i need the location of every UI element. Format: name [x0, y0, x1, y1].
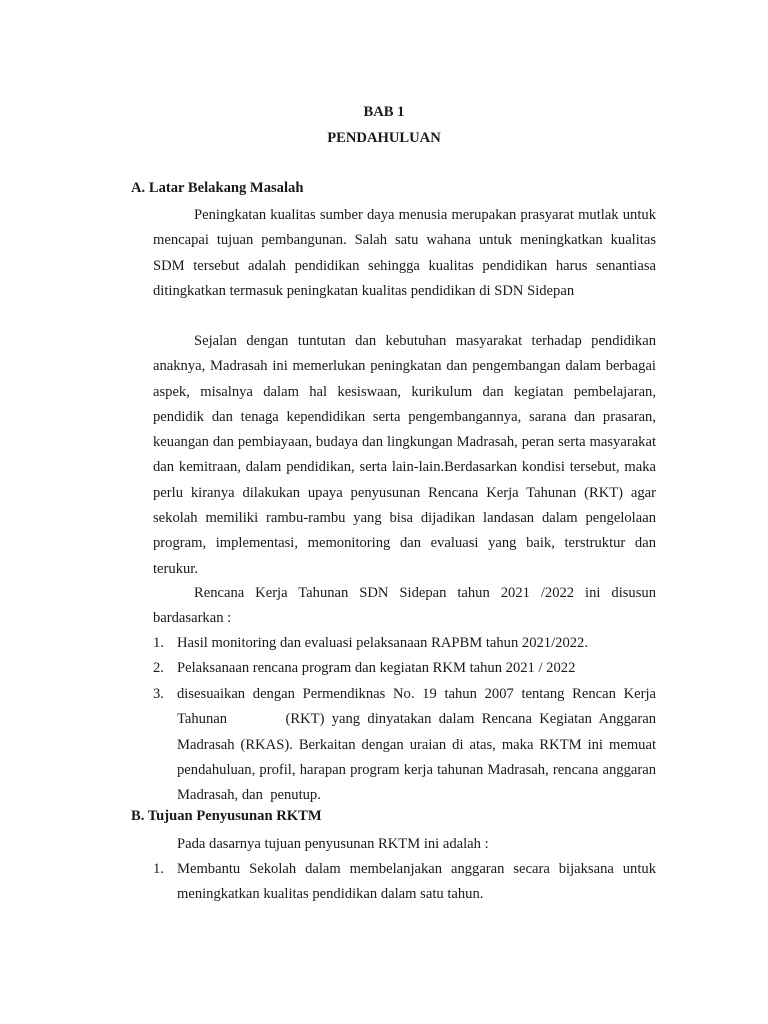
list-text: Pelaksanaan rencana program dan kegiatan RKM tahun 2021 / 2022 [177, 660, 576, 676]
list-item [153, 656, 656, 681]
chapter-title: PENDAHULUAN [327, 130, 441, 146]
paragraph-1-text: Peningkatan kualitas sumber daya menusia merupakan prasyarat mutlak untuk mencapai tujuan pembangunan. Salah satu wahana untuk meningkatkan kualitas SDM tersebut adalah pendidikan sehingga kualitas pendidikan harus senantiasa ditingkatkan termasuk peningkatan kualitas pendidikan di SDN Sidepan [153, 207, 656, 299]
list-number: 1. [153, 635, 164, 651]
list-number: 2. [153, 660, 164, 676]
paragraph-2-text: Sejalan dengan tuntutan dan kebutuhan masyarakat terhadap pendidikan anaknya, Madrasah ini memerlukan peningkatan dan pengembangan dalam berbagai aspek, misalnya dalam hal kesiswaan, kurikulum dan kegiatan pembelajaran, pendidik dan tenaga kependidikan serta pengembangannya, sarana dan prasaran, keuangan dan pembiayaan, budaya dan lingkungan Madrasah, peran serta masyarakat dan kemitraan, dalam pendidikan, serta lain-lain.Berdasarkan kondisi tersebut, maka perlu kiranya dilakukan upaya penyusunan Rencana Kerja Tahunan (RKT) agar sekolah memiliki rambu-rambu yang bisa dijadikan landasan dalam pengelolaan program, implementasi, memonitoring dan evaluasi yang baik, terstruktur dan terukur. [153, 333, 656, 577]
list-text: disesuaikan dengan Permendiknas No. 19 tahun 2007 tentang Rencan Kerja Tahunan (RKT) yang dinyatakan dalam Rencana Kegiatan Anggaran Madrasah (RKAS). Berkaitan dengan uraian di atas, maka RKTM ini memuat pendahuluan, profil, harapan program kerja tahunan Madrasah, rencana anggaran Madrasah, dan penutup. [177, 686, 660, 804]
list-number: 1. [153, 861, 164, 877]
paragraph-1 [153, 203, 656, 304]
list-item [153, 631, 656, 656]
paragraph-3 [153, 581, 656, 632]
section-b-heading: B. Tujuan Penyusunan RKTM [131, 808, 322, 824]
paragraph-3-text: Rencana Kerja Tahunan SDN Sidepan tahun 2021 /2022 ini disusun bardasarkan : [153, 585, 656, 627]
list-text: Membantu Sekolah dalam membelanjakan anggaran secara bijaksana untuk meningkatkan kualitas pendidikan dalam satu tahun. [177, 861, 656, 903]
list-item [153, 857, 656, 908]
list-item [153, 682, 660, 808]
paragraph-2 [153, 329, 656, 582]
section-b-intro: Pada dasarnya tujuan penyusunan RKTM ini adalah : [177, 836, 489, 852]
section-a-heading: A. Latar Belakang Masalah [131, 180, 304, 196]
list-number: 3. [153, 686, 164, 702]
list-text: Hasil monitoring dan evaluasi pelaksanaan RAPBM tahun 2021/2022. [177, 635, 588, 651]
chapter-number: BAB 1 [363, 104, 405, 120]
